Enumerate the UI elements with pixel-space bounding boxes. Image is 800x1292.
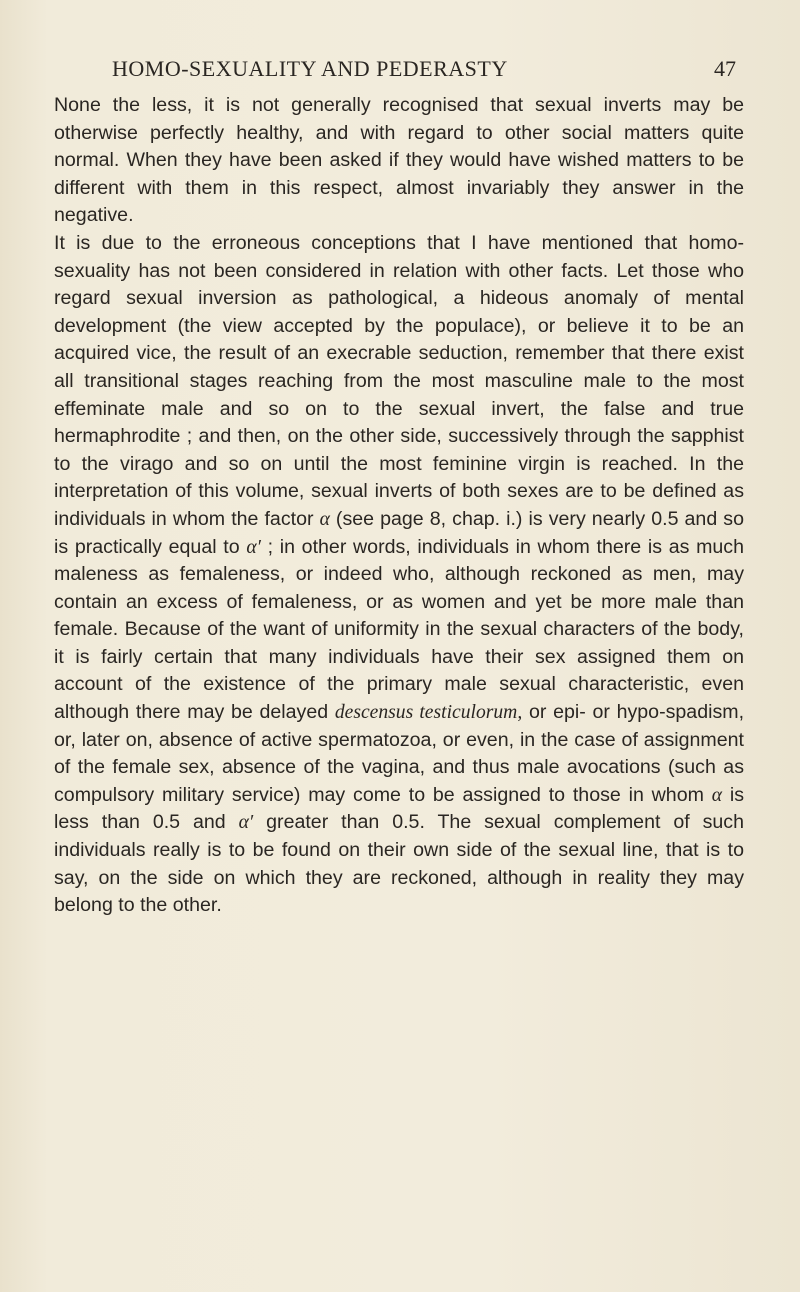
alpha-symbol-2: α: [711, 784, 723, 806]
paragraph-2: [54, 230, 744, 920]
latin-term: descensus testiculorum,: [334, 702, 523, 724]
page-number: 47: [714, 56, 736, 81]
paragraph-2-part-4: or epi- or hypo-spadism, or, later on, absence of active spermatozoa, or even, in the case of assignment of the female sex, absence of the vagina, and thus male avocations (such as compulsory military service) may come to be assigned to those in whom: [54, 701, 745, 806]
alpha-symbol: α: [319, 508, 330, 530]
alpha-prime-symbol: α′: [246, 536, 261, 558]
paragraph-1: [54, 92, 744, 230]
paragraph-1-text: None the less, it is not generally recognised that sexual inverts may be otherwise perfectly healthy, and with regard to other social matters quite normal. When they have been asked if they would have wished matters to be different with them in this respect, almost invariably they answer in the negative.: [54, 94, 744, 227]
alpha-prime-symbol-2: α′: [238, 812, 254, 834]
running-title: HOMO-SEXUALITY AND PEDERASTY: [112, 56, 508, 81]
paragraph-2-part-5: is less than 0.5 and: [54, 783, 744, 834]
paragraph-2-part-6: greater than 0.5. The sexual complement of such individuals really is to be found on their own side of the sexual line, that is to say, on the side on which they are reckoned, although in reality they may belong to the other.: [54, 811, 744, 917]
paragraph-2-part-1: It is due to the erroneous conceptions that I have mentioned that homo-sexuality has not been considered in relation with other facts. Let those who regard sexual inversion as pathological, a hideous anomaly of mental development (the view accepted by the populace), or believe it to be an acquired vice, the result of an execrable seduction, remember that there exist all transitional stages reaching from the most masculine male to the most effeminate male and so on to the sexual invert, the false and true hermaphrodite ; and then, on the other side, successively through the sapphist to the virago and so on until the most feminine virgin is reached. In the interpretation of this volume, sexual inverts of both sexes are to be defined as individuals in whom the factor: [54, 231, 744, 530]
paragraph-2-part-2: (see page 8, chap. i.) is very nearly 0.5 and so is practically equal to: [54, 507, 744, 558]
paragraph-2-part-3: ; in other words, individuals in whom there is as much maleness as femaleness, or indeed who, although reckoned as men, may contain an excess of femaleness, or as women and yet be more male than female. Because of the want of uniformity in the sexual characters of the body, it is fairly certain that many individuals have their sex assigned them on account of the existence of the primary male sexual characteristic, even although there may be delayed: [54, 535, 745, 724]
running-head: [112, 56, 736, 88]
body-text: [54, 92, 744, 920]
